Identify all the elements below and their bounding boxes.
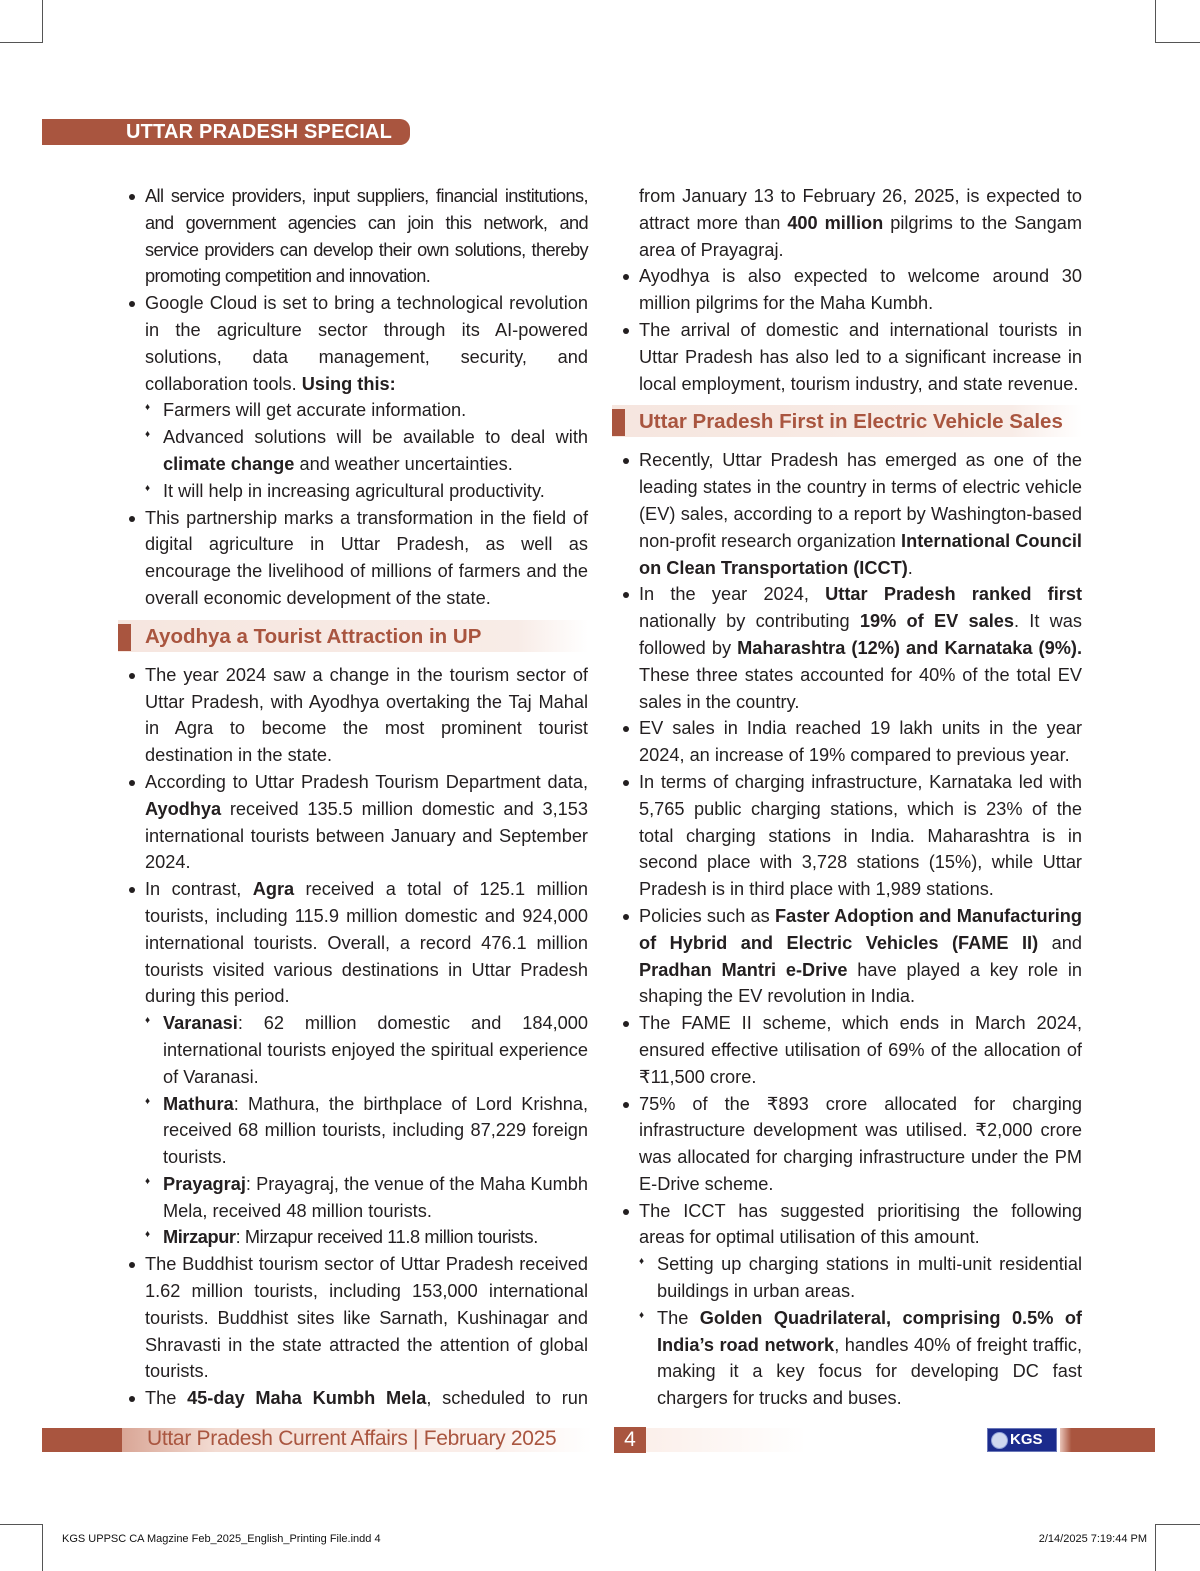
crop-mark-top-right: [1155, 0, 1200, 43]
ayodhya-section-heading: [118, 620, 588, 652]
heading-accent-bar: [118, 624, 131, 651]
pilgrim-bullet-list: [612, 263, 1082, 397]
page-number: 4: [614, 1427, 646, 1453]
crop-mark-bottom-right: [1155, 1524, 1200, 1571]
ev-bullet-list: [612, 447, 1082, 1251]
list-item: ♦ Advanced solutions will be available to deal with climate change and weather uncertainties.: [118, 424, 588, 478]
footer-accent-right: [1060, 1428, 1155, 1452]
list-item: ♦ Prayagraj: Prayagraj, the venue of the Maha Kumbh Mela, received 48 million tourists.: [118, 1171, 588, 1225]
list-item: The 45-day Maha Kumbh Mela, scheduled to run: [118, 1385, 588, 1412]
footer-magazine-title: Uttar Pradesh Current Affairs | February 2025: [147, 1427, 557, 1450]
list-item: The year 2024 saw a change in the tourism sector of Uttar Pradesh, with Ayodhya overtaking the Taj Mahal in Agra to become the most prominent tourist destination in the state.: [118, 662, 588, 769]
list-item: ♦ It will help in increasing agricultural productivity.: [118, 478, 588, 505]
tourism-bullet-list: [118, 662, 588, 1010]
right-column: [612, 183, 1082, 1412]
list-item: 75% of the ₹893 crore allocated for charging infrastructure development was utilised. ₹2,000 crore was allocated for charging infrastructure under the PM E-Drive scheme.: [612, 1091, 1082, 1198]
closing-bullet-list: [118, 505, 588, 612]
list-item: The Buddhist tourism sector of Uttar Pradesh received 1.62 million tourists, including 153,000 international tourists. Buddhist sites like Sarnath, Kushinagar and Shravasti in the state attracted the attention of global tourists.: [118, 1251, 588, 1385]
left-column: [118, 183, 588, 1412]
list-item: ♦ Farmers will get accurate information.: [118, 397, 588, 424]
footer-fade: [646, 1428, 806, 1452]
list-item: ♦ Varanasi: 62 million domestic and 184,000 international tourists enjoyed the spiritual experience of Varanasi.: [118, 1010, 588, 1090]
emblem-icon: [991, 1432, 1008, 1449]
list-item: In contrast, Agra received a total of 125.1 million tourists, including 115.9 million domestic and 924,000 international tourists. Overall, a record 476.1 million tourists visited various destinations in Uttar Pradesh during this period.: [118, 876, 588, 1010]
list-item: Google Cloud is set to bring a technological revolution in the agriculture sector through its AI-powered solutions, data management, security, and collaboration tools. Using this:: [118, 290, 588, 397]
intro-bullet-list: [118, 183, 588, 397]
list-item: EV sales in India reached 19 lakh units in the year 2024, an increase of 19% compared to previous year.: [612, 715, 1082, 769]
heading-accent-bar: [612, 409, 625, 436]
list-item: This partnership marks a transformation in the field of digital agriculture in Uttar Pradesh, as well as encourage the livelihood of millions of farmers and the overall economic development of the state.: [118, 505, 588, 612]
section-title: UTTAR PRADESH SPECIAL: [126, 121, 393, 143]
list-item: ♦ Mathura: Mathura, the birthplace of Lord Krishna, received 68 million tourists, including 87,229 foreign tourists.: [118, 1091, 588, 1171]
list-item: Policies such as Faster Adoption and Manufacturing of Hybrid and Electric Vehicles (FAME II) and Pradhan Mantri e-Drive have played a key role in shaping the EV revolution in India.: [612, 903, 1082, 1010]
kgs-logo: [987, 1428, 1057, 1452]
kumbh-continued-text: from January 13 to February 26, 2025, is expected to attract more than 400 million pilgrims to the Sangam area of Prayagraj.: [639, 186, 1082, 260]
list-item: The FAME II scheme, which ends in March 2024, ensured effective utilisation of 69% of the allocation of ₹11,500 crore.: [612, 1010, 1082, 1090]
section-banner: [42, 119, 410, 145]
print-slug-filename: KGS UPPSC CA Magzine Feb_2025_English_Printing File.indd 4: [62, 1533, 381, 1545]
icct-sub-bullet-list: [612, 1251, 1082, 1412]
list-item: According to Uttar Pradesh Tourism Department data, Ayodhya received 135.5 million domestic and 3,153 international tourists between January and September 2024.: [118, 769, 588, 876]
ev-section-heading: [612, 405, 1082, 437]
buddhist-kumbh-bullet-list: [118, 1251, 588, 1412]
list-item: The arrival of domestic and international tourists in Uttar Pradesh has also led to a significant increase in local employment, tourism industry, and state revenue.: [612, 317, 1082, 397]
heading-text: Uttar Pradesh First in Electric Vehicle Sales: [639, 410, 1063, 434]
list-item: ♦ The Golden Quadrilateral, comprising 0.5% of India’s road network, handles 40% of freight traffic, making it a key focus for developing DC fast chargers for trucks and buses.: [612, 1305, 1082, 1412]
list-item: ♦ Mirzapur: Mirzapur received 11.8 million tourists.: [118, 1224, 588, 1251]
list-item: All service providers, input suppliers, financial institutions, and government agencies can join this network, and service providers can develop their own solutions, thereby promoting competition and innovation.: [118, 183, 588, 290]
print-slug-timestamp: 2/14/2025 7:19:44 PM: [1038, 1533, 1147, 1545]
heading-text: Ayodhya a Tourist Attraction in UP: [145, 624, 482, 648]
list-item: The ICCT has suggested prioritising the following areas for optimal utilisation of this amount.: [612, 1198, 1082, 1252]
logo-text: KGS: [1010, 1431, 1043, 1448]
list-item: In the year 2024, Uttar Pradesh ranked first nationally by contributing 19% of EV sales. It was followed by Maharashtra (12%) and Karnataka (9%). These three states accounted for 40% of the total EV sales in the country.: [612, 581, 1082, 715]
list-item: Ayodhya is also expected to welcome around 30 million pilgrims for the Maha Kumbh.: [612, 263, 1082, 317]
crop-mark-top-left: [0, 0, 43, 43]
list-item: Recently, Uttar Pradesh has emerged as one of the leading states in the country in terms of electric vehicle (EV) sales, according to a report by Washington-based non-profit research organization International Council on Clean Transportation (ICCT).: [612, 447, 1082, 581]
list-item: ♦ Setting up charging stations in multi-unit residential buildings in urban areas.: [612, 1251, 1082, 1305]
sub-bullet-list: [118, 397, 588, 504]
crop-mark-bottom-left: [0, 1524, 43, 1571]
city-bullet-list: [118, 1010, 588, 1251]
footer-accent-left: [42, 1428, 122, 1452]
list-item: In terms of charging infrastructure, Karnataka led with 5,765 public charging stations, which is 23% of the total charging stations in India. Maharashtra is in second place with 3,728 stations (15%), while Uttar Pradesh is in third place with 1,989 stations.: [612, 769, 1082, 903]
